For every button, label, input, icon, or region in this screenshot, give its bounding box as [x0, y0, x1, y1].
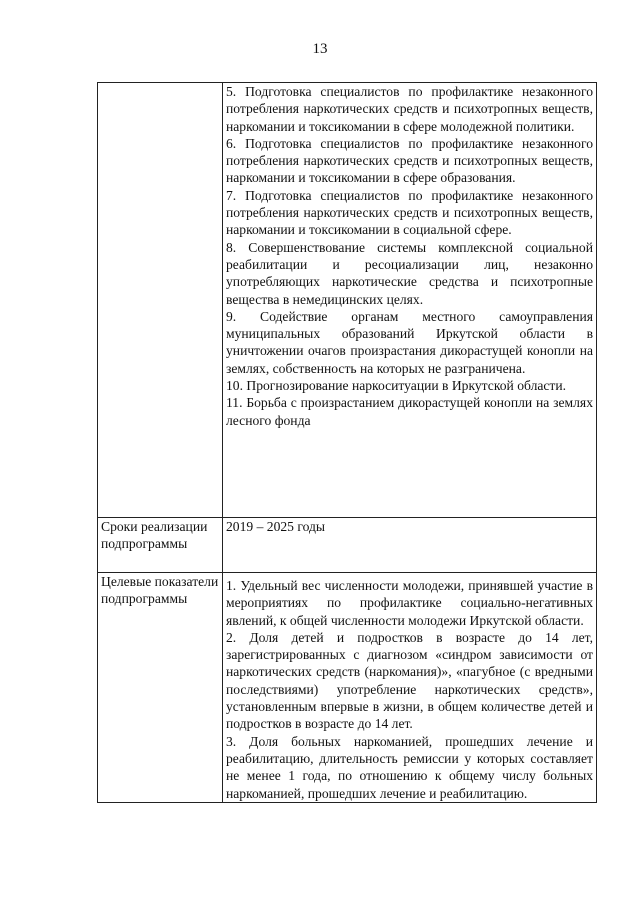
- target-item-2: 2. Доля детей и подростков в возрасте до 14 лет, зарегистрированных с диагнозом «синдром зависимости от наркотических средств (наркомания)», «пагубное (с вредными последствиями) употребление наркотических средств», установленным впервые в жизни, в общем количестве детей и подростков в возрасте до 14 лет.: [226, 629, 593, 732]
- terms-label: Сроки реализации подпрограммы: [98, 518, 223, 573]
- target-item-1: 1. Удельный вес численности молодежи, принявшей участие в мероприятиях по профилактике социально-негативных явлений, к общей численности молодежи Иркутской области.: [226, 578, 593, 628]
- task-item-10: 10. Прогнозирование наркоситуации в Иркутской области.: [226, 378, 567, 394]
- task-item-5: 5. Подготовка специалистов по профилактике незаконного потребления наркотических средств и психотропных веществ, наркомании и токсикомании в сфере молодежной политики.: [226, 84, 593, 134]
- subprogram-passport-table: [97, 82, 597, 803]
- target-item-3: 3. Доля больных наркоманией, прошедших лечение и реабилитацию, длительность ремиссии у которых составляет не менее 1 года, по отношению к общему числу больных наркоманией, прошедших лечение и реабилитацию.: [226, 733, 593, 801]
- tasks-value-cell: [223, 83, 597, 518]
- page-number: 13: [312, 41, 328, 57]
- terms-value: 2019 – 2025 годы: [223, 518, 597, 573]
- task-item-6: 6. Подготовка специалистов по профилактике незаконного потребления наркотических средств и психотропных веществ, наркомании и токсикомании в сфере образования.: [226, 135, 593, 186]
- table-row-tasks: [98, 83, 597, 518]
- task-item-7: 7. Подготовка специалистов по профилактике незаконного потребления наркотических средств и психотропных веществ, наркомании и токсикомании в социальной сфере.: [226, 187, 593, 238]
- tasks-label-cell: [98, 83, 223, 518]
- targets-label: Целевые показатели подпрограммы: [98, 573, 223, 803]
- task-item-8: 8. Совершенствование системы комплексной социальной реабилитации и ресоциализации лиц, незаконно употребляющих наркотические средства и психотропные вещества в немедицинских целях.: [226, 239, 593, 307]
- task-item-11: 11. Борьба с произрастанием дикорастущей конопли на землях лесного фонда: [226, 395, 593, 428]
- targets-value-cell: [223, 573, 597, 803]
- task-item-9: 9. Содействие органам местного самоуправления муниципальных образований Иркутской области в уничтожении очагов произрастания дикорастущей конопли на землях, собственность на которых не разграничена.: [226, 308, 593, 376]
- table-row-targets: [98, 573, 597, 803]
- table-row-terms: [98, 518, 597, 573]
